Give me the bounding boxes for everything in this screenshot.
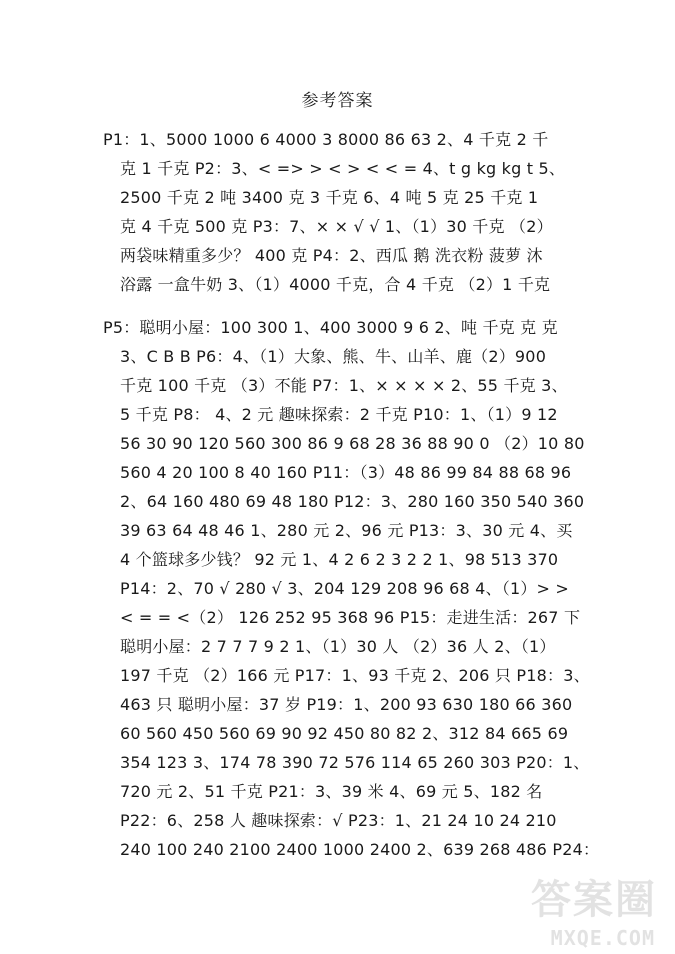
p1-line-1: P1：1、5000 1000 6 4000 3 8000 86 63 2、4 千克 2 千 (103, 130, 549, 149)
p2-line-8: 39 63 64 48 46 1、280 元 2、96 元 P13：3、30 元 4、买 (120, 521, 573, 540)
p2-line-15: 60 560 450 560 69 90 92 450 80 82 2、312 84 665 69 (120, 724, 569, 743)
p2-line-5: 56 30 90 120 560 300 86 9 68 28 36 88 90 0 （2）10 80 (120, 434, 585, 453)
p2-line-3: 千克 100 千克 （3）不能 P7：1、× × × × 2、55 千克 3、 (120, 376, 568, 395)
p1-line-6: 浴露 一盒牛奶 3、（1）4000 千克，合 4 千克 （2）1 千克 (120, 275, 551, 294)
watermark-top-text: 答案圈 (531, 877, 657, 923)
p2-line-9: 4 个篮球多少钱？ 92 元 1、4 2 6 2 3 2 2 1、98 513 370 (120, 550, 559, 569)
p2-line-1: P5：聪明小屋：100 300 1、400 3000 9 6 2、吨 千克 克 克 (103, 318, 558, 337)
p2-line-11: < = = <（2） 126 252 95 368 96 P15：走进生活：267 下 (120, 608, 581, 627)
p2-line-10: P14：2、70 √ 280 √ 3、204 129 208 96 68 4、（1）> > (120, 579, 570, 598)
p2-line-2: 3、C B B P6：4、（1）大象、熊、牛、山羊、鹿（2）900 (120, 347, 547, 366)
p2-line-17: 720 元 2、51 千克 P21：3、39 米 4、69 元 5、182 名 (120, 782, 543, 801)
p2-line-6: 560 4 20 100 8 40 160 P11：（3）48 86 99 84 88 68 96 (120, 463, 572, 482)
p1-line-4: 克 4 千克 500 克 P3：7、× × √ √ 1、（1）30 千克 （2） (120, 217, 553, 236)
p2-line-12: 聪明小屋：2 7 7 7 9 2 1、（1）30 人 （2）36 人 2、（1） (120, 637, 556, 656)
p2-line-4: 5 千克 P8： 4、2 元 趣味探索：2 千克 P10：1、（1）9 12 (120, 405, 558, 424)
p2-line-13: 197 千克 （2）166 元 P17：1、93 千克 2、206 只 P18：3、 (120, 666, 590, 685)
page-title: 参考答案 (301, 91, 374, 111)
p2-line-18: P22：6、258 人 趣味探索：√ P23：1、21 24 10 24 210 (120, 811, 557, 830)
p2-line-14: 463 只 聪明小屋：37 岁 P19：1、200 93 630 180 66 360 (120, 695, 573, 714)
p2-line-16: 354 123 3、174 78 390 72 576 114 65 260 303 P20：1、 (120, 753, 590, 772)
p1-line-2: 克 1 千克 P2：3、< => > < > < < = 4、t g kg kg t 5、 (120, 159, 566, 178)
p1-line-5: 两袋味精重多少？ 400 克 P4：2、西瓜 鹅 洗衣粉 菠萝 沐 (120, 246, 543, 265)
p2-line-19: 240 100 240 2100 2400 1000 2400 2、639 268 486 P24： (120, 840, 600, 859)
watermark-bottom-text: MXQE.COM (550, 926, 655, 950)
watermark-logo (513, 878, 663, 950)
p2-line-7: 2、64 160 480 69 48 180 P12：3、280 160 350 540 360 (120, 492, 585, 511)
p1-line-3: 2500 千克 2 吨 3400 克 3 千克 6、4 吨 5 克 25 千克 1 (120, 188, 539, 207)
